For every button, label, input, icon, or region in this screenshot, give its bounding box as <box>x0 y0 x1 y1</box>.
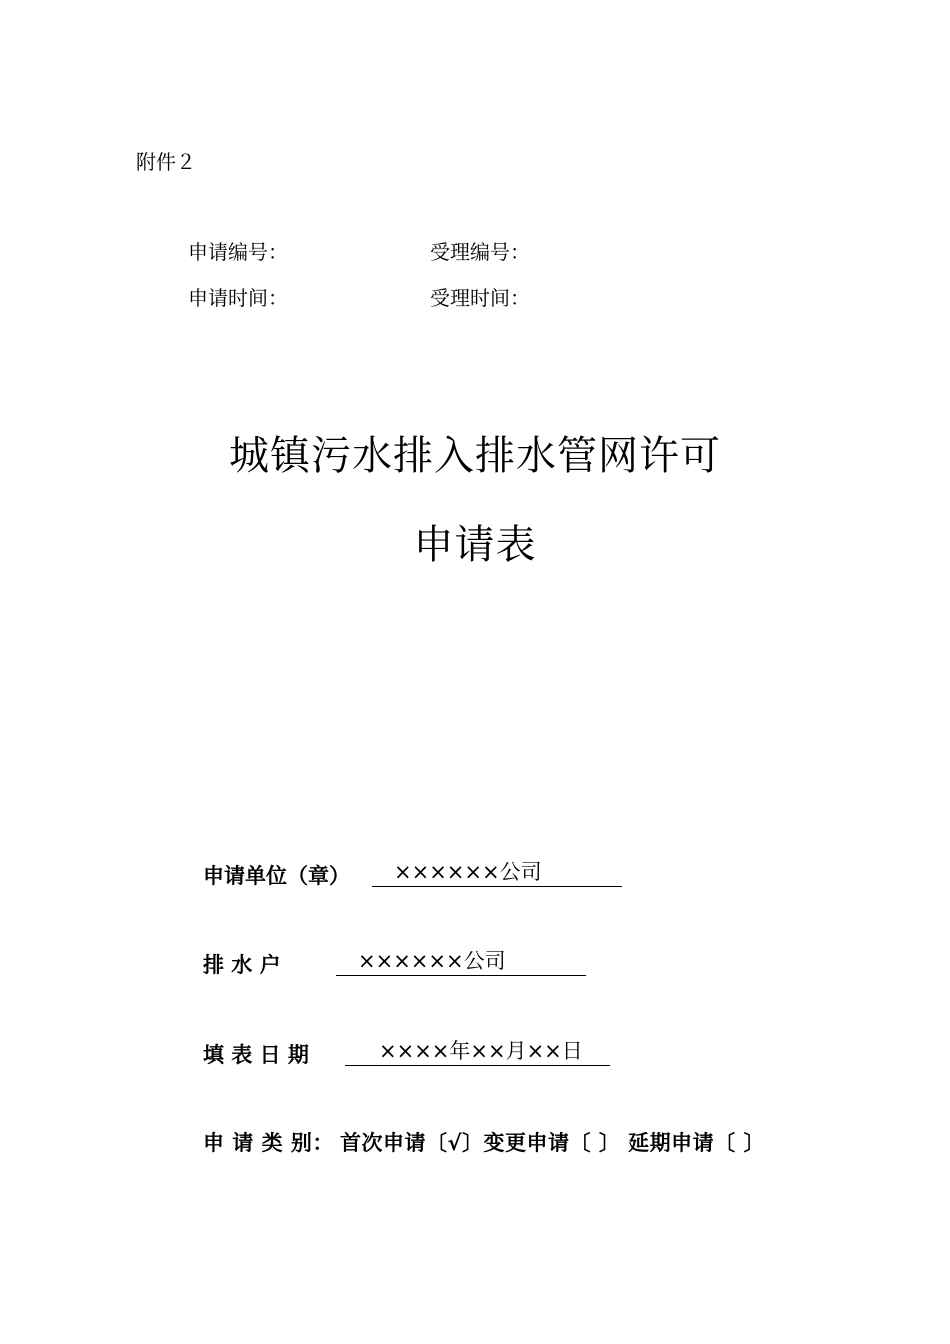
applicant-field <box>372 858 622 887</box>
applicant-value: ××××××公司 <box>394 860 542 884</box>
discharger-value: ××××××公司 <box>358 949 506 973</box>
acceptance-time-label: 受理时间： <box>430 286 530 310</box>
fill-date-label: 填 表 日 期 <box>203 1043 309 1067</box>
fill-date-value: ××××年××月××日 <box>379 1039 583 1063</box>
category-label: 申 请 类 别： <box>203 1131 334 1155</box>
applicant-label: 申请单位（章） <box>203 864 350 888</box>
attachment-label: 附件２ <box>136 150 196 174</box>
category-options: 首次申请〔√〕变更申请〔 〕 延期申请〔 〕 <box>340 1131 765 1155</box>
document-title-line2: 申请表 <box>413 522 537 568</box>
discharger-label: 排 水 户 <box>203 953 281 977</box>
application-no-label: 申请编号： <box>188 240 288 264</box>
document-title-line1: 城镇污水排入排水管网许可 <box>229 433 721 479</box>
fill-date-field <box>345 1037 610 1066</box>
application-time-label: 申请时间： <box>188 286 288 310</box>
acceptance-no-label: 受理编号： <box>430 240 530 264</box>
discharger-field <box>336 947 586 976</box>
